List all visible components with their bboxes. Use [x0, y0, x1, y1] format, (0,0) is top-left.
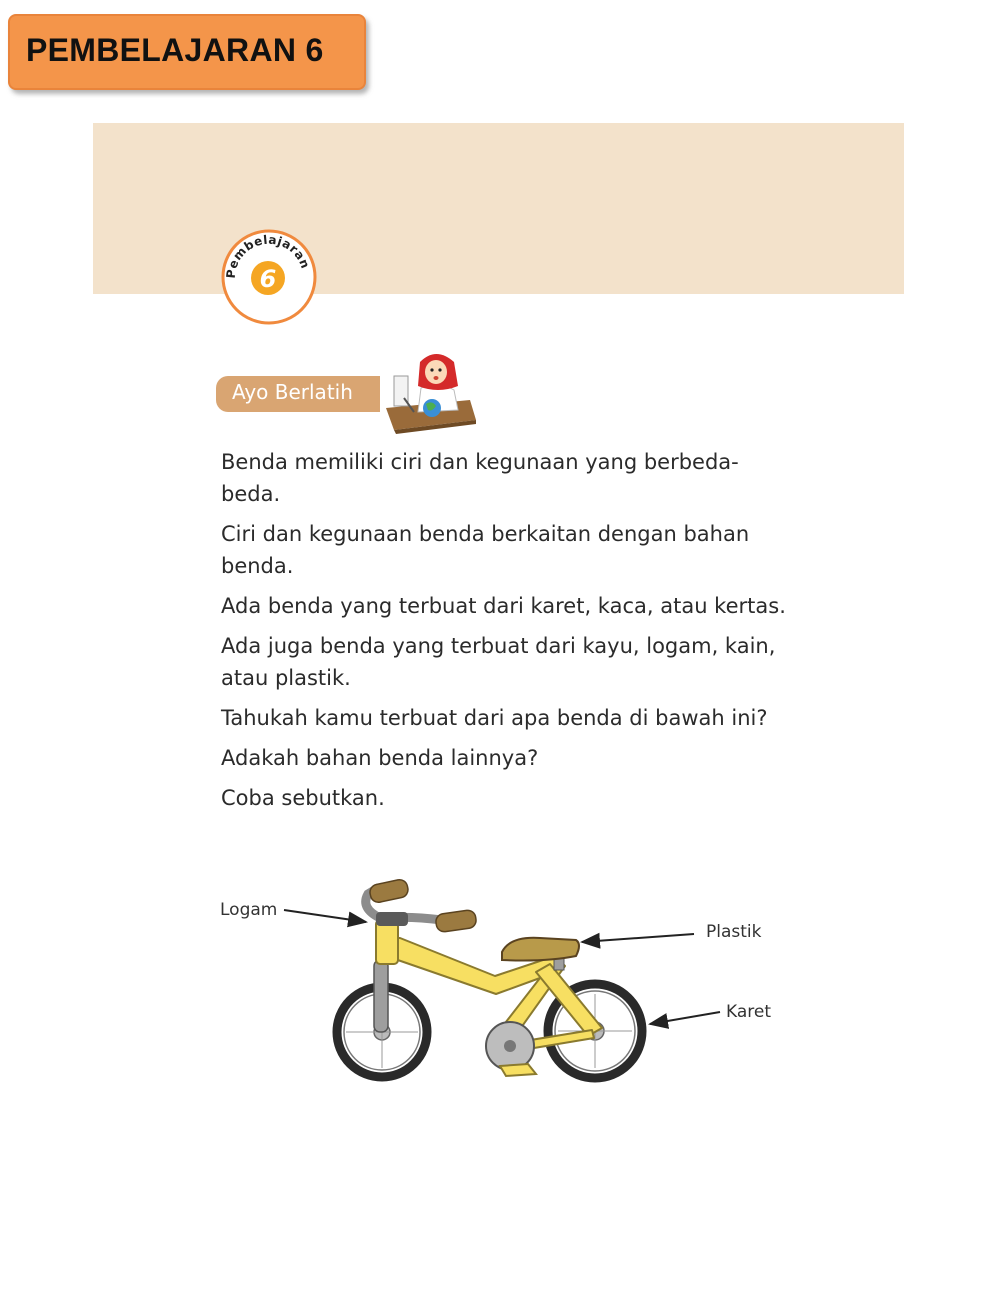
bicycle-figure: [210, 868, 810, 1118]
paragraph-7: Coba sebutkan.: [221, 786, 385, 810]
top-banner: [93, 123, 904, 294]
section-label: Ayo Berlatih: [216, 376, 380, 412]
label-plastik: Plastik: [706, 922, 762, 942]
paragraph-1: Benda memiliki ciri dan kegunaan yang berbeda- beda.: [221, 450, 739, 506]
section-header: [216, 348, 476, 438]
student-writing-illustration: [366, 348, 476, 438]
badge-arc-text: Pembelajaran: [223, 232, 313, 280]
badge-number: 6: [259, 265, 277, 293]
paragraph-4: Ada juga benda yang terbuat dari kayu, logam, kain, atau plastik.: [221, 634, 776, 690]
pembelajaran-badge: [220, 228, 318, 326]
label-logam: Logam: [220, 900, 278, 920]
lesson-title-box: [8, 14, 366, 90]
label-karet: Karet: [726, 1002, 772, 1022]
bicycle-illustration: [210, 868, 810, 1118]
paragraph-6: Adakah bahan benda lainnya?: [221, 746, 539, 770]
paragraph-2: Ciri dan kegunaan benda berkaitan dengan bahan benda.: [221, 522, 750, 578]
paragraph-5: Tahukah kamu terbuat dari apa benda di bawah ini?: [221, 706, 768, 730]
lesson-title: PEMBELAJARAN 6: [26, 32, 324, 68]
paragraph-3: Ada benda yang terbuat dari karet, kaca, atau kertas.: [221, 594, 786, 618]
lesson-body: [221, 446, 821, 822]
